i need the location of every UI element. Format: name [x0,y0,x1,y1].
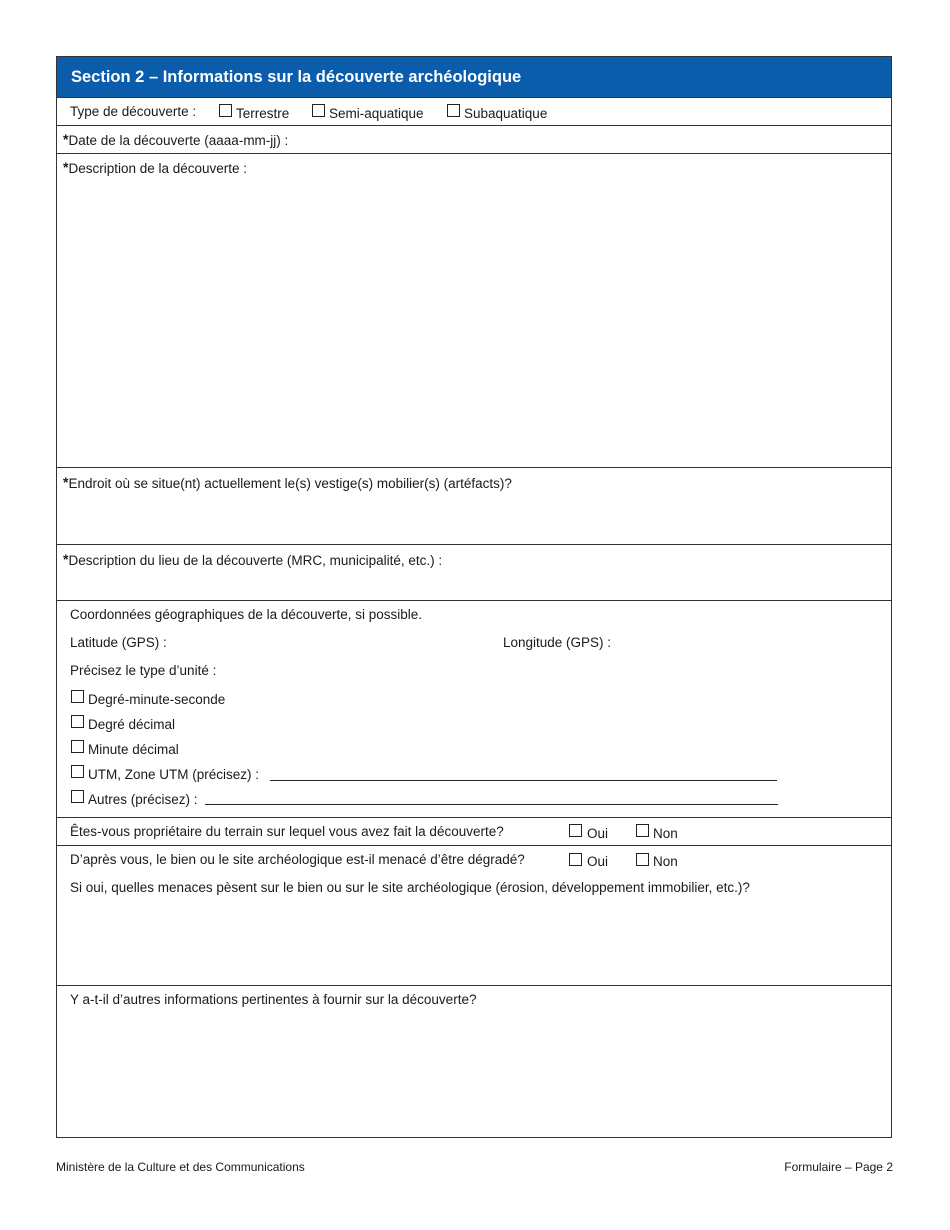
unit-prompt: Précisez le type d’unité : [70,663,217,678]
degre-decimal-checkbox[interactable] [71,715,84,728]
utm-checkbox[interactable] [71,765,84,778]
autres-infos-field[interactable] [57,986,891,1137]
description-label: *Description de la découverte : [63,159,248,176]
minute-decimal-label: Minute décimal [88,742,179,757]
menace-field[interactable] [57,846,891,986]
terrestre-label: Terrestre [236,106,290,121]
dms-label: Degré-minute-seconde [88,692,226,707]
lieu-field[interactable] [57,545,891,601]
menace-oui-label: Oui [587,854,609,869]
minute-decimal-checkbox[interactable] [71,740,84,753]
subaquatique-label: Subaquatique [464,106,548,121]
section-title: Section 2 – Informations sur la découverte archéologique [57,57,891,98]
degre-decimal-label: Degré décimal [88,717,176,732]
semi-aquatique-checkbox[interactable] [312,104,325,117]
lieu-label: *Description du lieu de la découverte (MRC, municipalité, etc.) : [63,551,443,568]
terrestre-checkbox[interactable] [219,104,232,117]
date-row[interactable] [57,126,891,154]
footer-page-number: Formulaire – Page 2 [784,1160,893,1174]
autres-checkbox[interactable] [71,790,84,803]
menace-followup: Si oui, quelles menaces pèsent sur le bien ou sur le site archéologique (érosion, développement immobilier, etc.)? [70,880,750,895]
proprietaire-oui-checkbox[interactable] [569,824,582,837]
menace-question: D’après vous, le bien ou le site archéologique est-il menacé d’être dégradé? [70,852,525,867]
type-decouverte-row [57,98,891,126]
coordonnees-section [57,601,891,818]
date-label: *Date de la découverte (aaaa-mm-jj) : [63,131,289,148]
autres-label: Autres (précisez) : [88,792,198,807]
description-field[interactable] [57,154,891,468]
type-decouverte-label: Type de découverte : [70,104,197,119]
proprietaire-oui-label: Oui [587,826,609,841]
proprietaire-row [57,818,891,846]
form-section-2 [56,56,892,1138]
subaquatique-checkbox[interactable] [447,104,460,117]
utm-input-line[interactable] [270,780,777,781]
menace-non-checkbox[interactable] [636,853,649,866]
proprietaire-non-checkbox[interactable] [636,824,649,837]
menace-oui-checkbox[interactable] [569,853,582,866]
coordonnees-intro: Coordonnées géographiques de la découverte, si possible. [70,607,422,622]
menace-non-label: Non [653,854,678,869]
footer-ministry: Ministère de la Culture et des Communications [56,1160,305,1174]
longitude-label: Longitude (GPS) : [503,635,612,650]
latitude-label: Latitude (GPS) : [70,635,167,650]
dms-checkbox[interactable] [71,690,84,703]
utm-label: UTM, Zone UTM (précisez) : [88,767,260,782]
endroit-label: *Endroit où se situe(nt) actuellement le(s) vestige(s) mobilier(s) (artéfacts)? [63,474,512,491]
autres-infos-question: Y a-t-il d’autres informations pertinentes à fournir sur la découverte? [70,992,477,1007]
endroit-field[interactable] [57,468,891,545]
autres-input-line[interactable] [205,804,778,805]
semi-aquatique-label: Semi-aquatique [329,106,424,121]
proprietaire-question: Êtes-vous propriétaire du terrain sur lequel vous avez fait la découverte? [70,824,504,839]
proprietaire-non-label: Non [653,826,678,841]
